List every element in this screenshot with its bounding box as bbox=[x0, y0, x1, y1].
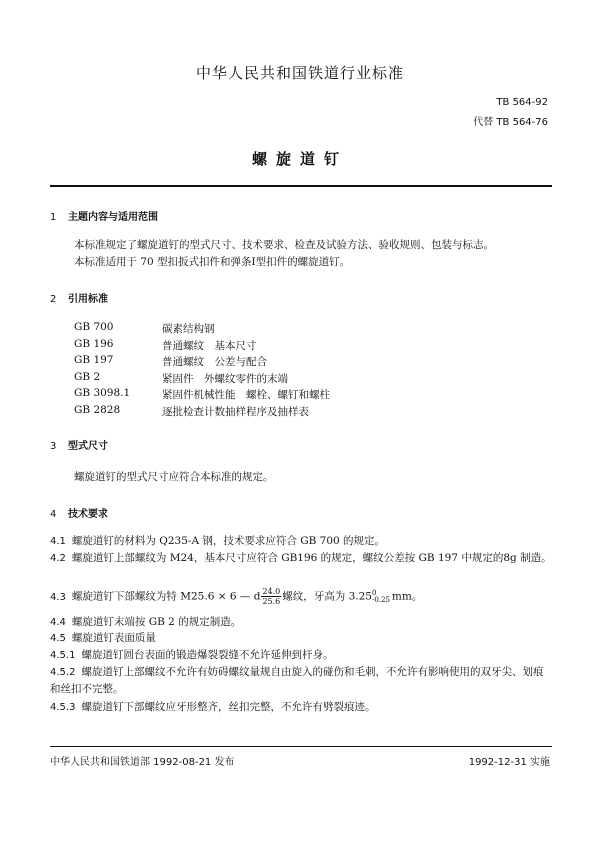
reference-title: 普通螺纹 公差与配合 bbox=[162, 356, 267, 368]
section-4-heading bbox=[50, 505, 108, 520]
standard-code: TB 564-92 bbox=[496, 97, 548, 108]
clause-text: 螺旋道钉末端按 GB 2 的规定制造。 bbox=[71, 616, 242, 628]
section-1-heading bbox=[50, 208, 158, 223]
clause-text-post: mm。 bbox=[391, 590, 423, 603]
reference-code: GB 2 bbox=[74, 370, 101, 383]
reference-title: 普通螺纹 基本尺寸 bbox=[162, 339, 257, 352]
clause-text: 螺旋道钉上部螺纹不允许有妨碍螺纹量规自由旋入的碰伤和毛刺，不允许有影响使用的双牙尖、划痕和丝扣不完整。 bbox=[50, 666, 544, 695]
clause-number: 4.1 bbox=[50, 536, 66, 547]
reference-code: GB 197 bbox=[74, 354, 114, 366]
clause-text-pre: 螺旋道钉下部螺纹为特 M25.6 × 6 — d bbox=[71, 590, 261, 603]
clause-text: 螺旋道钉的材料为 Q235-A 钢，技术要求应符合 GB 700 的规定。 bbox=[71, 535, 386, 547]
clause-4-4 bbox=[50, 614, 552, 631]
clause-4-3 bbox=[50, 587, 552, 606]
clause-number: 4.5.1 bbox=[50, 650, 76, 661]
clause-number: 4.5.3 bbox=[50, 702, 76, 713]
tolerance-lower: -0.25 bbox=[371, 595, 390, 604]
clause-number: 4.4 bbox=[50, 617, 66, 628]
clause-text: 螺旋道钉表面质量 bbox=[71, 632, 156, 644]
tolerance-upper: 0 bbox=[371, 588, 377, 597]
section-title: 型式尺寸 bbox=[68, 441, 108, 452]
clause-text: 螺旋道钉圆台表面的锻造爆裂裂缝不允许延伸到杆身。 bbox=[81, 649, 334, 661]
section-number: 3 bbox=[50, 441, 57, 452]
clause-text: 螺旋道钉上部螺纹为 M24，基本尺寸应符合 GB196 的规定，螺纹公差按 GB 197 中规定的8g 制造。 bbox=[71, 552, 552, 564]
clause-number: 4.3 bbox=[50, 591, 66, 603]
section-3-heading bbox=[50, 437, 108, 452]
section-1-paragraph-1: 本标准规定了螺旋道钉的型式尺寸、技术要求、检查及试验方法、验收规则、包装与标志。 bbox=[74, 239, 494, 251]
effective-date: 1992-12-31 实施 bbox=[468, 757, 550, 768]
reference-title: 紧固件 外螺纹零件的末端 bbox=[162, 372, 288, 385]
replaced-standard-code: 代替 TB 564-76 bbox=[473, 117, 548, 128]
clause-4-1 bbox=[50, 533, 552, 550]
standard-category-title: 中华人民共和国铁道行业标准 bbox=[195, 64, 404, 82]
clause-4-5-3 bbox=[50, 699, 552, 716]
reference-title: 逐批检查计数抽样程序及抽样表 bbox=[162, 405, 309, 418]
footer-rule bbox=[50, 746, 552, 747]
reference-code: GB 2828 bbox=[74, 403, 121, 416]
section-number: 1 bbox=[50, 212, 57, 223]
section-title: 引用标准 bbox=[68, 294, 108, 305]
document-title: 螺旋道钉 bbox=[251, 150, 348, 168]
section-2-heading bbox=[50, 290, 108, 305]
section-number: 2 bbox=[50, 294, 57, 305]
section-title: 主题内容与适用范围 bbox=[68, 212, 158, 223]
header-rule bbox=[50, 185, 552, 187]
clause-4-5 bbox=[50, 630, 552, 647]
clause-number: 4.5.2 bbox=[50, 667, 76, 678]
section-1-paragraph-2: 本标准适用于 70 型扣扳式扣件和弹条Ⅰ型扣件的螺旋道钉。 bbox=[74, 256, 351, 268]
section-title: 技术要求 bbox=[68, 509, 108, 520]
clause-4-5-2 bbox=[50, 664, 552, 697]
reference-title: 紧固件机械性能 螺栓、螺钉和螺柱 bbox=[162, 389, 330, 401]
section-3-paragraph: 螺旋道钉的型式尺寸应符合本标准的规定。 bbox=[74, 471, 274, 483]
clause-number: 4.5 bbox=[50, 633, 66, 644]
section-number: 4 bbox=[50, 509, 57, 520]
clause-text-mid: 螺纹，牙高为 3.25 bbox=[282, 590, 372, 603]
fraction-denominator: 25.6 bbox=[262, 597, 281, 606]
reference-title: 碳素结构钢 bbox=[162, 323, 215, 335]
clause-4-2 bbox=[50, 550, 552, 567]
tolerance bbox=[372, 590, 390, 604]
reference-code: GB 3098.1 bbox=[74, 387, 131, 399]
clause-4-5-1 bbox=[50, 647, 552, 664]
clause-text: 螺旋道钉下部螺纹应牙形整齐，丝扣完整，不允许有劈裂痕迹。 bbox=[81, 701, 376, 713]
issuer-and-date: 中华人民共和国铁道部 1992-08-21 发布 bbox=[50, 757, 235, 768]
reference-code: GB 700 bbox=[74, 321, 114, 333]
fraction-numerator: 24.0 bbox=[262, 587, 281, 596]
thread-diameter-fraction bbox=[261, 587, 281, 606]
reference-code: GB 196 bbox=[74, 337, 114, 350]
clause-number: 4.2 bbox=[50, 553, 66, 564]
